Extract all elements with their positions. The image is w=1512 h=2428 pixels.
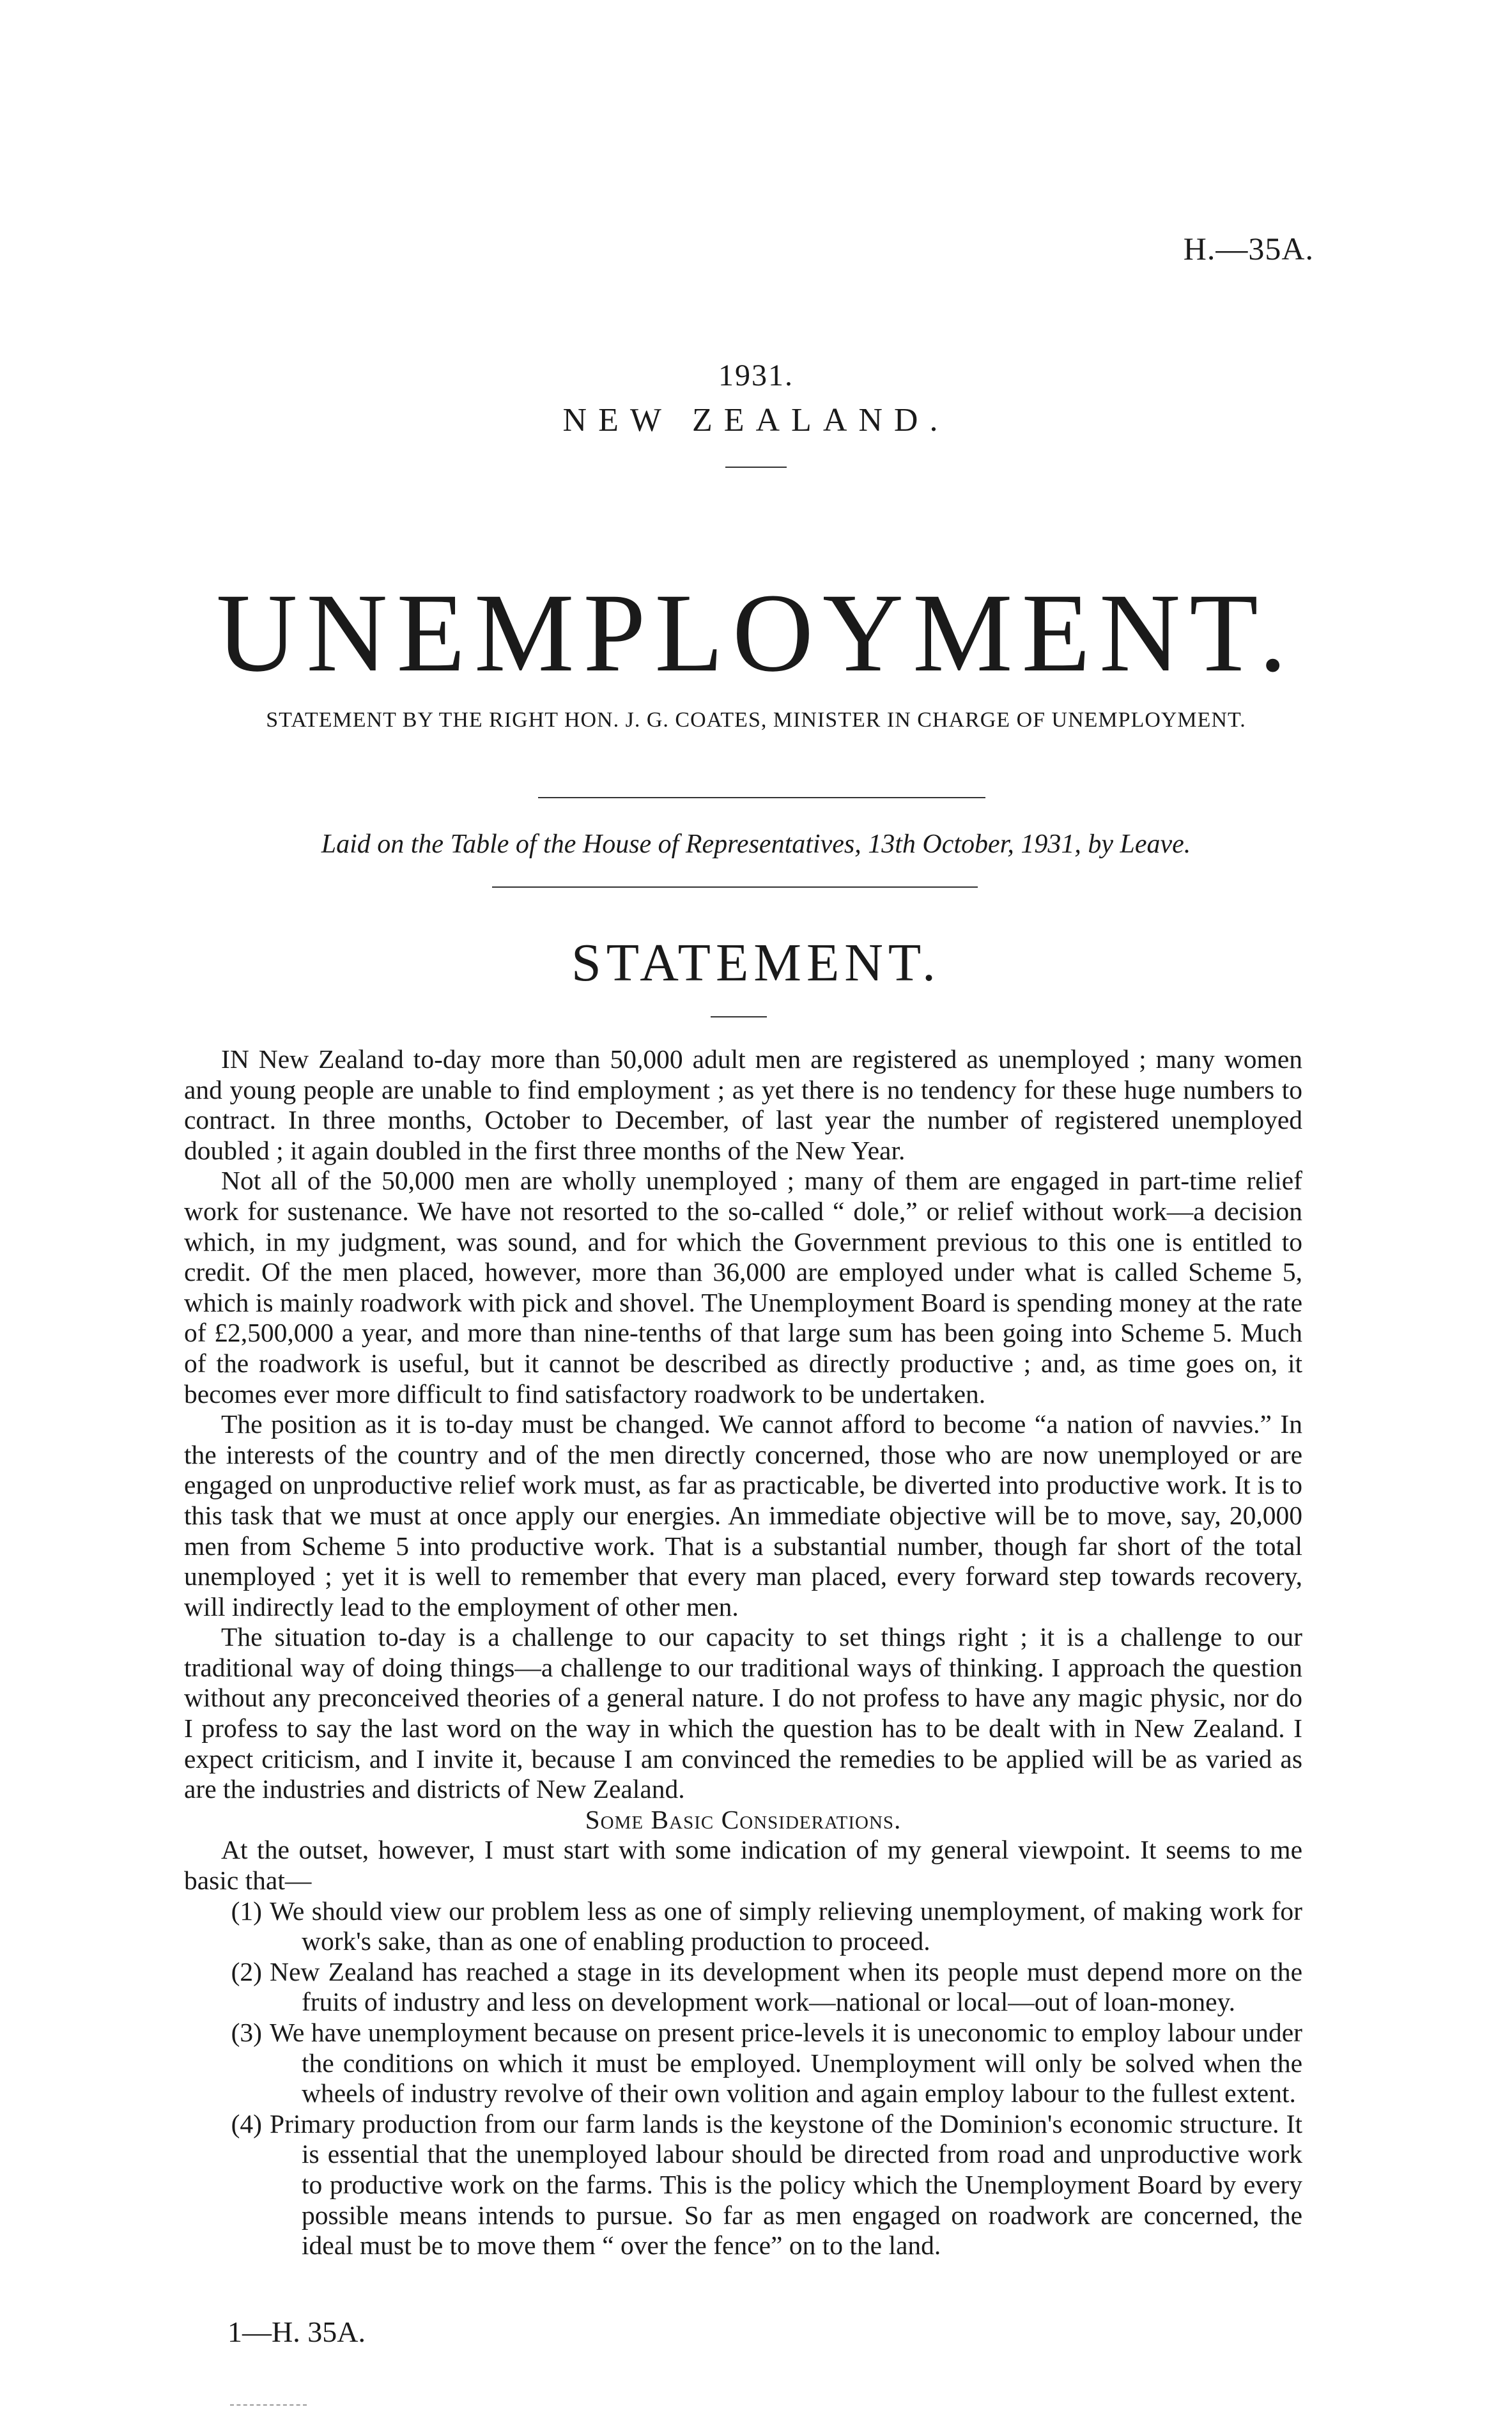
list-text: New Zealand has reached a stage in its development when its people must depend more on the fruits of industry and less on development work—national or local—out of loan-money.: [270, 1956, 1302, 2017]
divider-short-top: [725, 467, 787, 468]
considerations-list: [184, 1896, 1302, 2261]
paragraph: IN New Zealand to-day more than 50,000 adult men are registered as unemployed ; many women and young people are unable to find employment ; as yet there is no tendency for these huge numbers to contract. In three months, October to December, of last year the number of registered unemployed doubled ; it again doubled in the first three months of the New Year.: [184, 1044, 1302, 1165]
statement-body: [184, 1044, 1302, 2261]
laid-notice: Laid on the Table of the House of Representatives, 13th October, 1931, by Leave.: [321, 830, 1191, 859]
list-item: [184, 2018, 1302, 2109]
page-footer: 1—H. 35A.: [228, 2316, 366, 2348]
page-stub-mark: [230, 2404, 307, 2406]
publication-year: 1931.: [718, 359, 794, 392]
statement-heading: STATEMENT.: [571, 933, 941, 993]
section-subheading: Some Basic Considerations.: [585, 1804, 902, 1834]
paragraph: The situation to-day is a challenge to our capacity to set things right ; it is a challenge to our traditional way of doing things—a challenge to our traditional ways of thinking. I approach the question without any preconceived theories of a general nature. I do not profess to have any magic physic, nor do I profess to say the last word on the way in which the question has to be dealt with in New Zealand. I expect criticism, and I invite it, because I am convinced the remedies to be applied will be as varied as are the industries and districts of New Zealand.: [184, 1622, 1302, 1804]
intro-paragraph: At the outset, however, I must start with some indication of my general viewpoint. It seems to me basic that—: [184, 1835, 1302, 1896]
divider-heading: [711, 1016, 767, 1017]
document-subtitle: STATEMENT BY THE RIGHT HON. J. G. COATES, MINISTER IN CHARGE OF UNEMPLOYMENT.: [266, 708, 1246, 732]
list-text: We have unemployment because on present price-levels it is uneconomic to employ labour under the conditions on which it must be employed. Unemployment will only be solved when the wheels of industry revolve of their own volition and again employ labour to the fullest extent.: [270, 2018, 1302, 2108]
list-number: (3): [231, 2018, 262, 2047]
divider-lower: [492, 886, 978, 888]
document-code: H.—35A.: [1183, 231, 1314, 267]
country-heading: NEW ZEALAND.: [562, 402, 950, 438]
list-text: Primary production from our farm lands is the keystone of the Dominion's economic structure. It is essential that the unemployed labour should be directed from road and unproductive work to productive work on the farms. This is the policy which the Unemployment Board by every possible means intends to pursue. So far as men engaged on roadwork are concerned, the ideal must be to move them “ over the fence” on to the land.: [270, 2108, 1302, 2261]
paragraph: The position as it is to-day must be changed. We cannot afford to become “a nation of navvies.” In the interests of the country and of the men directly concerned, those who are now unemployed or are engaged on unproductive relief work must, as far as practicable, be diverted into productive work. It is to this task that we must at once apply our energies. An immediate objective will be to move, say, 20,000 men from Scheme 5 into productive work. That is a substantial number, though far short of the total unemployed ; yet it is well to remember that every man placed, every forward step towards recovery, will indirectly lead to the employment of other men.: [184, 1409, 1302, 1621]
document-title: UNEMPLOYMENT.: [216, 571, 1296, 695]
list-number: (2): [231, 1956, 262, 1986]
divider-upper: [538, 797, 985, 798]
list-text: We should view our problem less as one of simply relieving unemployment, of making work for work's sake, than as one of enabling production to proceed.: [270, 1896, 1302, 1956]
list-number: (1): [231, 1896, 262, 1926]
paragraph: Not all of the 50,000 men are wholly unemployed ; many of them are engaged in part-time relief work for sustenance. We have not resorted to the so-called “ dole,” or relief without work—a decision which, in my judgment, was sound, and for which the Government previous to this one is entitled to credit. Of the men placed, however, more than 36,000 are employed under what is called Scheme 5, which is mainly roadwork with pick and shovel. The Unemployment Board is spending money at the rate of £2,500,000 a year, and more than nine-tenths of that large sum has been going into Scheme 5. Much of the roadwork is useful, but it cannot be described as directly productive ; and, as time goes on, it becomes ever more difficult to find satisfactory roadwork to be undertaken.: [184, 1166, 1302, 1409]
list-item: [184, 1957, 1302, 2018]
list-item: [184, 2109, 1302, 2261]
list-item: [184, 1896, 1302, 1957]
list-number: (4): [231, 2108, 262, 2138]
